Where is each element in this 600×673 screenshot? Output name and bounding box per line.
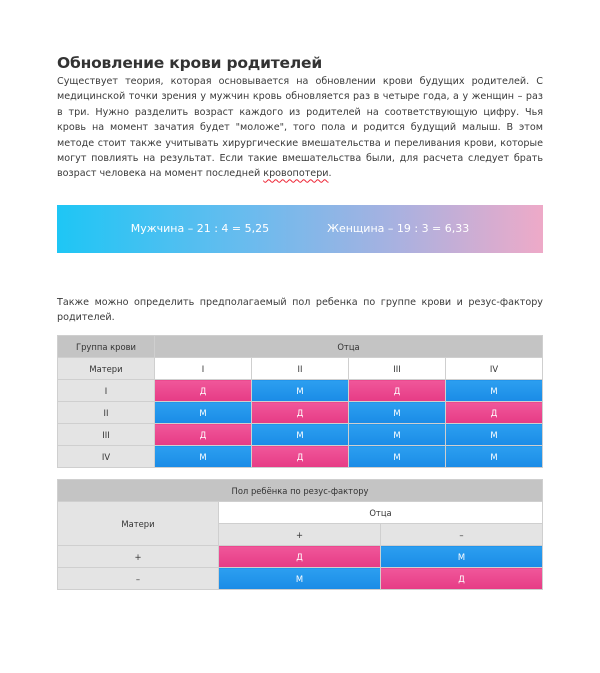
mother-rh: + [58,546,219,568]
result-cell: Д [155,424,252,446]
father-header: Отца [219,502,543,524]
intro-end: . [328,168,332,180]
mother-group: IV [58,446,155,468]
result-cell: М [155,402,252,424]
mother-header: Матери [58,358,155,380]
result-cell: М [446,424,543,446]
result-cell: М [446,446,543,468]
calculation-banner [57,205,543,253]
result-cell: М [446,380,543,402]
result-cell: Д [446,402,543,424]
table-row [58,568,543,590]
mother-header: Матери [58,502,219,546]
corner-header: Группа крови [58,336,155,358]
result-cell: Д [252,446,349,468]
table-row [58,446,543,468]
father-rh-header: + [219,524,381,546]
page-title: Обновление крови родителей [57,54,322,72]
male-calculation: Мужчина – 21 : 4 = 5,25 [130,222,270,236]
table-row [58,546,543,568]
table-row [58,424,543,446]
table-row [58,380,543,402]
mother-group: I [58,380,155,402]
intro-paragraph [57,74,543,182]
result-cell: М [155,446,252,468]
result-cell: М [381,546,543,568]
father-group-header: I [155,358,252,380]
result-cell: М [349,446,446,468]
result-cell: М [349,424,446,446]
result-cell: М [252,424,349,446]
father-header: Отца [155,336,543,358]
female-calculation: Женщина – 19 : 3 = 6,33 [327,222,470,236]
intro-text: Существует теория, которая основывается на обновлении крови будущих родителей. С медицинской точки зрения у мужчин кровь обновляется раз в четыре года, а у женщин – раз в три. Нужно разделить возраст каждого из родителей на соответствующую цифру. Чья кровь на момент зачатия будет "моложе", того пола и родится будущий малыш. В этом методе стоит также учитывать хирургические вмешательства и переливания крови, которые могут повлиять на результат. Если такие вмешательства были, для расчета следует брать возраст человека на момент последней [57,76,543,180]
result-cell: Д [349,380,446,402]
blood-type-paragraph: Также можно определить предполагаемый пол ребенка по группе крови и резус-фактору родителей. [57,296,543,324]
misspelled-word: кровопотери [263,168,329,180]
mother-group: III [58,424,155,446]
result-cell: М [349,402,446,424]
rh-factor-table [57,479,543,590]
result-cell: М [252,380,349,402]
mother-rh: – [58,568,219,590]
father-group-header: III [349,358,446,380]
mother-group: II [58,402,155,424]
result-cell: Д [219,546,381,568]
father-group-header: IV [446,358,543,380]
result-cell: Д [381,568,543,590]
result-cell: М [219,568,381,590]
table-row [58,402,543,424]
result-cell: Д [155,380,252,402]
blood-group-table [57,335,543,468]
result-cell: Д [252,402,349,424]
father-rh-header: – [381,524,543,546]
father-group-header: II [252,358,349,380]
article [57,54,543,590]
rh-table-title: Пол ребёнка по резус-фактору [58,480,543,502]
